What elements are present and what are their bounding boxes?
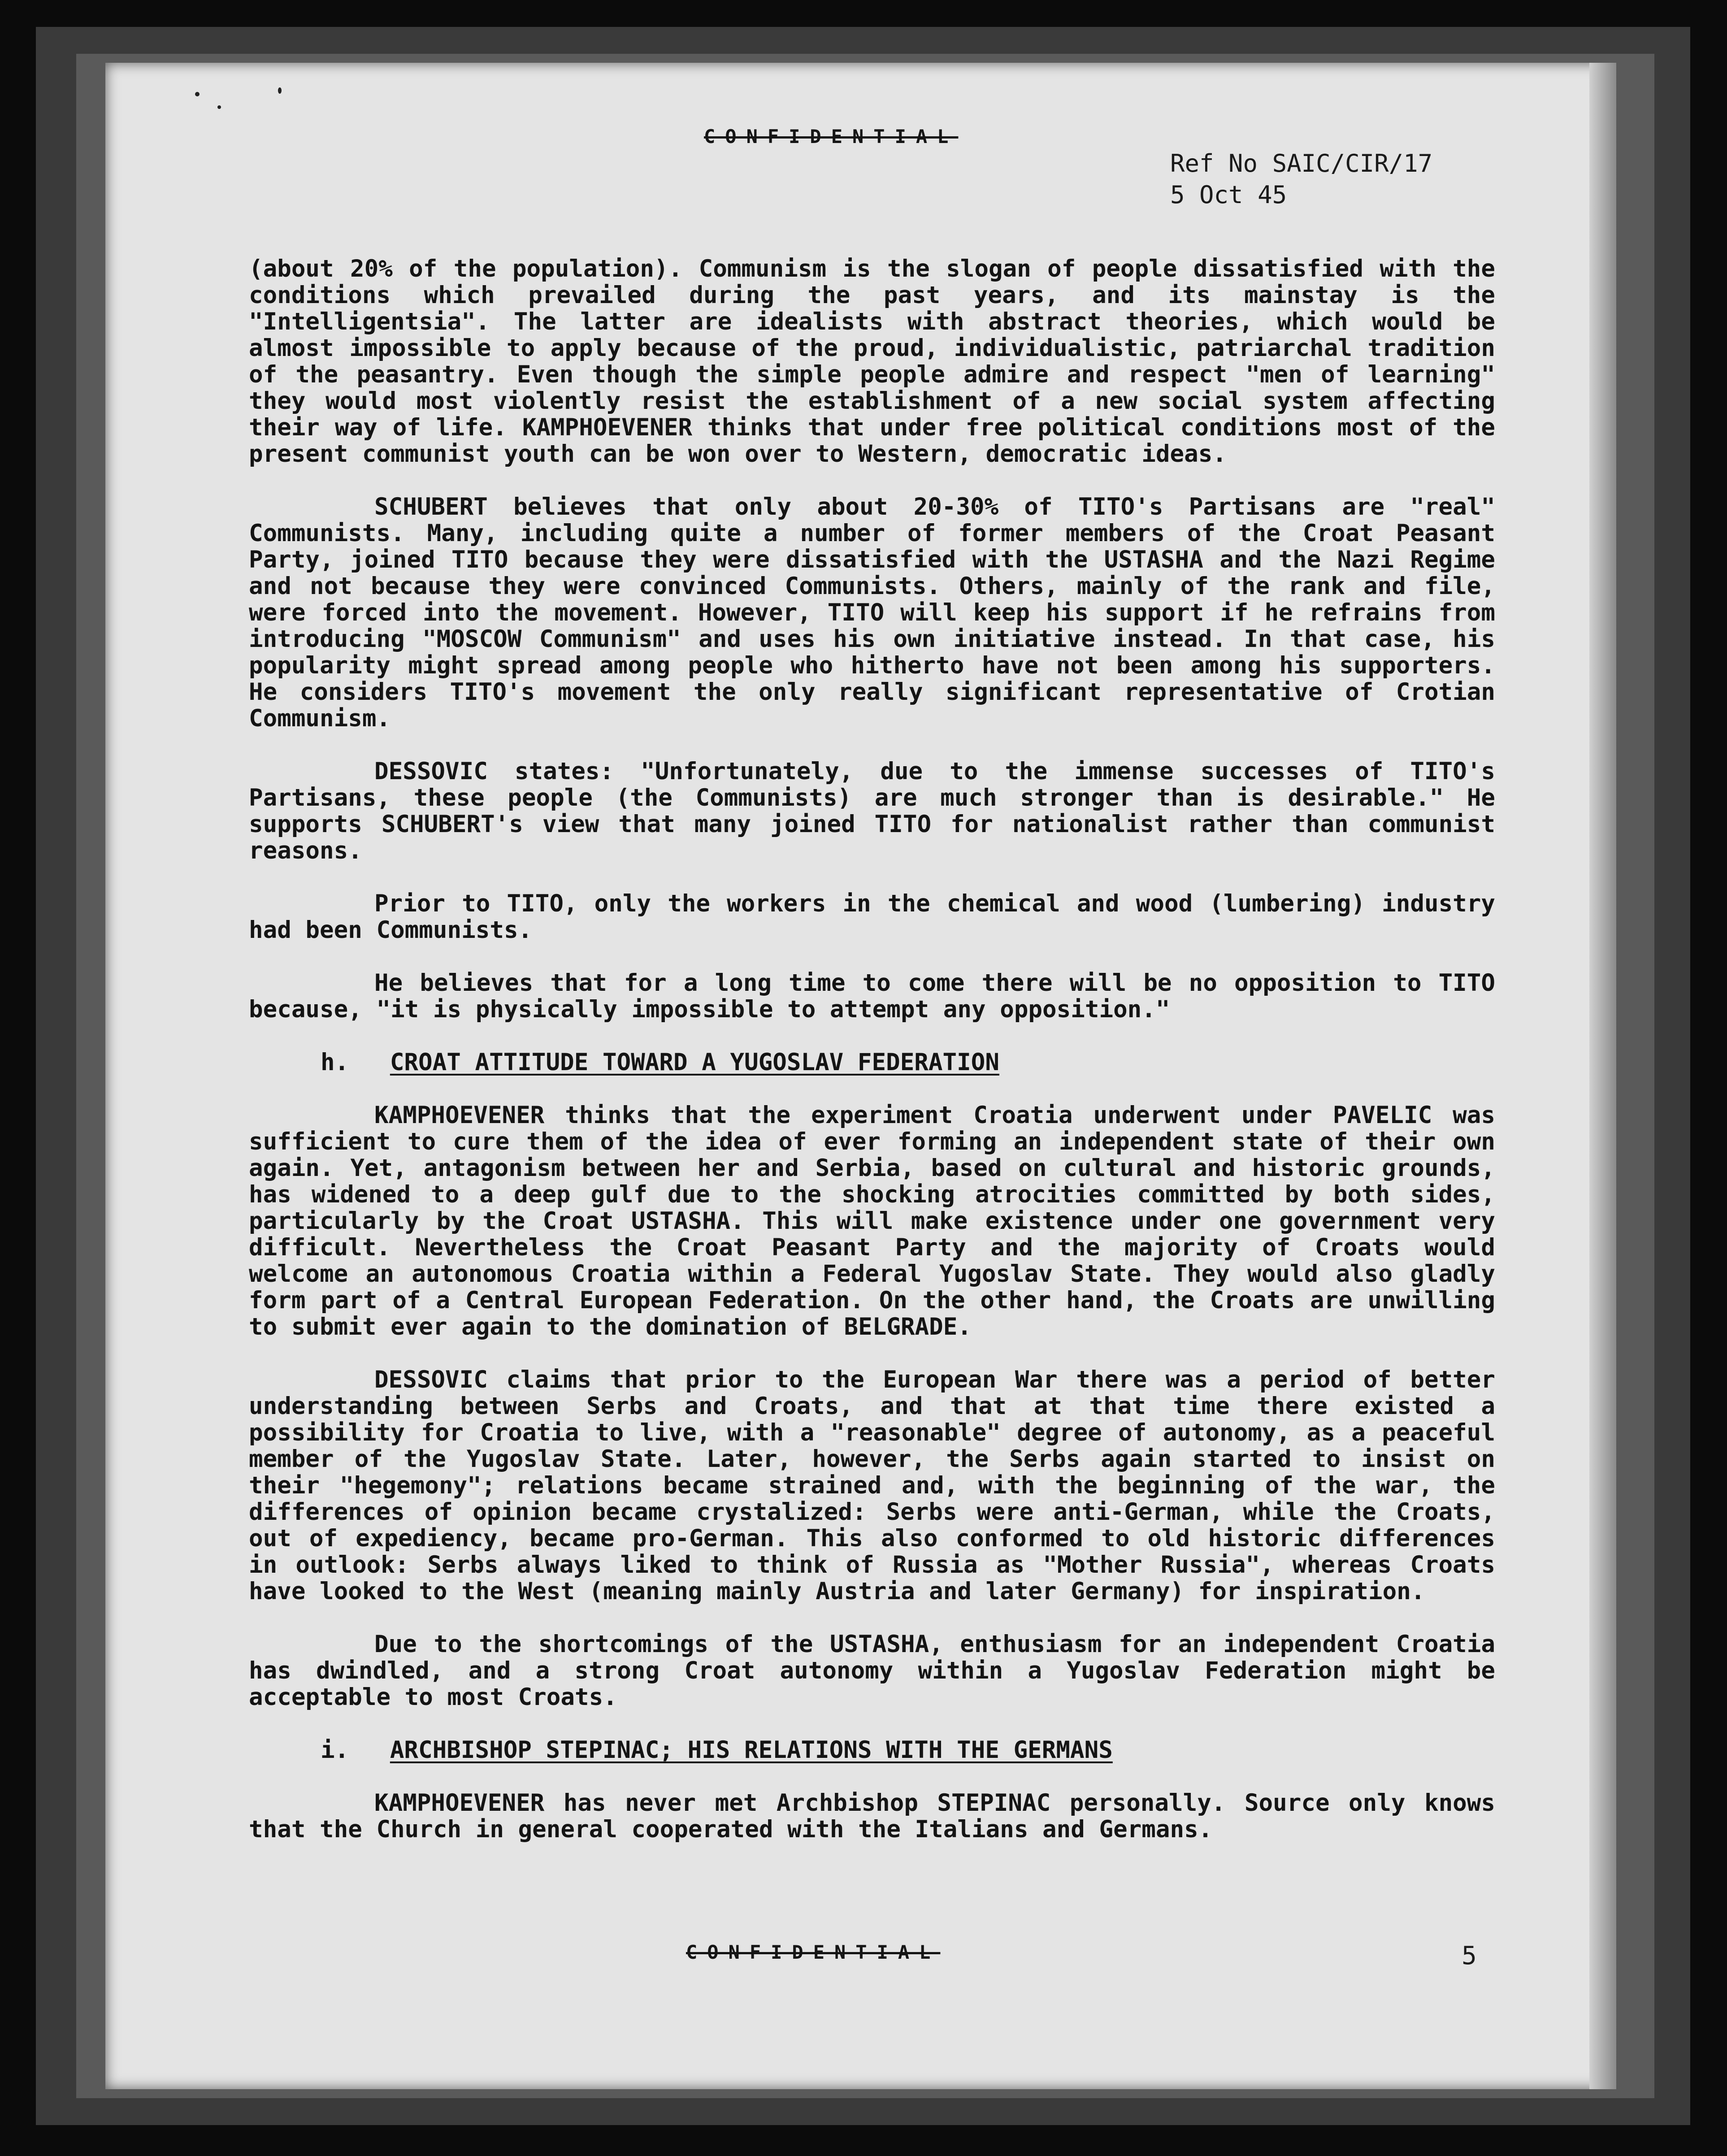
paragraph: DESSOVIC claims that prior to the European War there was a period of better understanding between Serbs and Croats, and that at that time there existed a possibility for Croatia to live, with a "reasonable" degree of autonomy, as a peaceful member of the Yugoslav State. Later, however, the Serbs again started to insist on their "hegemony"; relations became strained and, with the beginning of the war, the differences of opinion became crystalized: Serbs were anti-German, while the Croats, out of expediency, became pro-German. This also conformed to old historic differences in outlook: Serbs always liked to think of Russia as "Mother Russia", whereas Croats have looked to the West (meaning mainly Austria and later Germany) for inspiration. — [249, 1366, 1495, 1605]
section-heading-i — [321, 1737, 1495, 1763]
dust-speck — [195, 92, 200, 96]
paragraph: Prior to TITO, only the workers in the chemical and wood (lumbering) industry had been Communists. — [249, 890, 1495, 944]
section-title: ARCHBISHOP STEPINAC; HIS RELATIONS WITH THE GERMANS — [390, 1736, 1113, 1764]
classification-marking-top: CONFIDENTIAL — [704, 126, 959, 147]
dust-speck — [278, 87, 282, 94]
paragraph: He believes that for a long time to come there will be no opposition to TITO because, "it is physically impossible to attempt any opposition." — [249, 969, 1495, 1023]
paragraph: SCHUBERT believes that only about 20-30% of TITO's Partisans are "real" Communists. Many, including quite a number of former members of the Croat Peasant Party, joined TITO because they were dissatisfied with the USTASHA and the Nazi Regime and not because they were convinced Communists. Others, mainly of the rank and file, were forced into the movement. However, TITO will keep his support if he refrains from introducing "MOSCOW Communism" and uses his own initiative instead. In that case, his popularity might spread among people who hitherto have not been among his supporters. He considers TITO's movement the only really significant representative of Crotian Communism. — [249, 493, 1495, 732]
reference-number: Ref No SAIC/CIR/17 — [1170, 149, 1433, 178]
paragraph: Due to the shortcomings of the USTASHA, enthusiasm for an independent Croatia has dwindled, and a strong Croat autonomy within a Yugoslav Federation might be acceptable to most Croats. — [249, 1631, 1495, 1711]
section-title: CROAT ATTITUDE TOWARD A YUGOSLAV FEDERATION — [390, 1049, 999, 1076]
dust-speck — [217, 105, 221, 109]
section-letter: i. — [321, 1736, 349, 1764]
section-letter: h. — [321, 1049, 349, 1076]
paragraph: (about 20% of the population). Communism is the slogan of people dissatisfied with the conditions which prevailed during the past years, and its mainstay is the "Intelligentsia". The latter are idealists with abstract theories, which would be almost impossible to apply because of the proud, individualistic, patriarchal tradition of the peasantry. Even though the simple people admire and respect "men of learning" they would most violently resist the establishment of a new social system affecting their way of life. KAMPHOEVENER thinks that under free political conditions most of the present communist youth can be won over to Western, democratic ideas. — [249, 255, 1495, 468]
page-edge-shadow — [1589, 63, 1616, 2089]
reference-block — [1170, 148, 1432, 211]
document-body — [249, 256, 1495, 1869]
classification-marking-bottom: CONFIDENTIAL — [686, 1941, 941, 1963]
paragraph: KAMPHOEVENER thinks that the experiment Croatia underwent under PAVELIC was sufficient to cure them of the idea of ever forming an independent state of their own again. Yet, antagonism between her and Serbia, based on cultural and historic grounds, has widened to a deep gulf due to the shocking atrocities committed by both sides, particularly by the Croat USTASHA. This will make existence under one government very difficult. Nevertheless the Croat Peasant Party and the majority of Croats would welcome an autonomous Croatia within a Federal Yugoslav State. They would also gladly form part of a Central European Federation. On the other hand, the Croats are unwilling to submit ever again to the domination of BELGRADE. — [249, 1102, 1495, 1340]
paragraph: DESSOVIC states: "Unfortunately, due to the immense successes of TITO's Partisans, these people (the Communists) are much stronger than is desirable." He supports SCHUBERT's view that many joined TITO for nationalist rather than communist reasons. — [249, 758, 1495, 864]
paragraph: KAMPHOEVENER has never met Archbishop STEPINAC personally. Source only knows that the Church in general cooperated with the Italians and Germans. — [249, 1789, 1495, 1843]
document-date: 5 Oct 45 — [1170, 181, 1287, 209]
page-number: 5 — [1462, 1941, 1477, 1970]
section-heading-h — [321, 1049, 1495, 1076]
